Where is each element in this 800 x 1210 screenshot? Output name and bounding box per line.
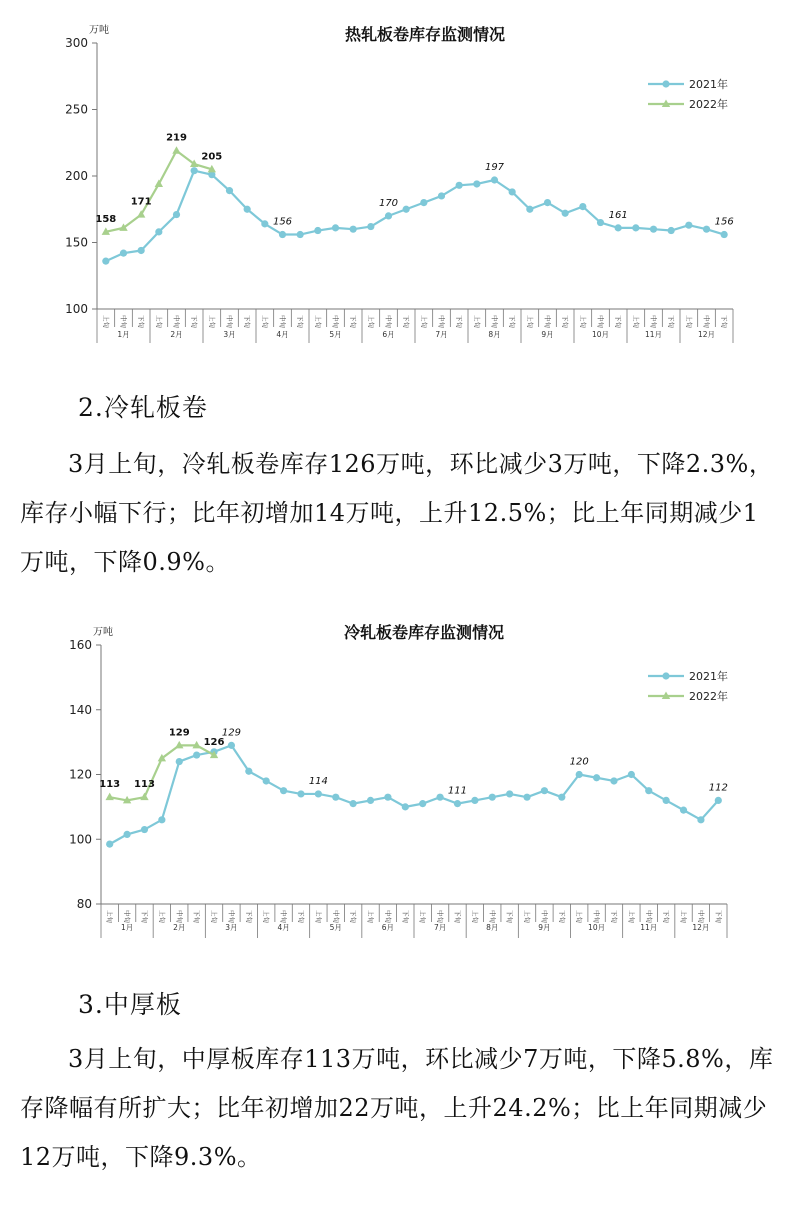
data-point-1 bbox=[509, 188, 516, 195]
month-label: 7月 bbox=[433, 923, 447, 932]
y-tick-label: 120 bbox=[69, 767, 92, 782]
data-point-1 bbox=[610, 777, 617, 784]
data-point-1 bbox=[615, 224, 622, 231]
x-tick-label: 上旬 bbox=[366, 910, 375, 923]
x-tick-label: 上旬 bbox=[207, 315, 216, 328]
data-point-1 bbox=[332, 794, 339, 801]
x-tick-label: 下旬 bbox=[137, 315, 146, 328]
month-label: 5月 bbox=[329, 330, 342, 339]
cold-rolled-inventory-chart bbox=[0, 612, 800, 942]
data-point-1 bbox=[280, 787, 287, 794]
month-label: 2月 bbox=[173, 923, 186, 932]
data-point-1 bbox=[367, 223, 374, 230]
data-point-1 bbox=[523, 794, 530, 801]
month-label: 4月 bbox=[277, 923, 290, 932]
data-point-1 bbox=[489, 794, 496, 801]
data-point-1 bbox=[456, 182, 463, 189]
x-tick-label: 中旬 bbox=[225, 315, 234, 328]
x-tick-label: 下旬 bbox=[561, 315, 570, 328]
x-tick-label: 中旬 bbox=[543, 315, 552, 328]
data-point-1 bbox=[123, 831, 130, 838]
month-label: 5月 bbox=[329, 923, 342, 932]
data-label: 111 bbox=[447, 785, 468, 797]
x-tick-label: 下旬 bbox=[296, 910, 305, 923]
data-point-1 bbox=[526, 206, 533, 213]
legend-label-2: 2022年 bbox=[689, 98, 728, 111]
x-tick-label: 上旬 bbox=[472, 315, 481, 328]
x-tick-label: 下旬 bbox=[401, 910, 410, 923]
data-point-1 bbox=[106, 841, 113, 848]
y-tick-label: 150 bbox=[65, 235, 88, 250]
y-tick-label: 250 bbox=[65, 102, 88, 117]
x-tick-label: 下旬 bbox=[190, 315, 199, 328]
data-point-1 bbox=[597, 219, 604, 226]
x-tick-label: 中旬 bbox=[644, 910, 653, 923]
x-tick-label: 上旬 bbox=[154, 315, 163, 328]
month-label: 1月 bbox=[120, 923, 134, 932]
month-label: 11月 bbox=[644, 330, 663, 339]
x-tick-label: 下旬 bbox=[720, 315, 729, 328]
y-tick-label: 300 bbox=[65, 36, 88, 50]
month-label: 8月 bbox=[488, 330, 501, 339]
x-tick-label: 下旬 bbox=[609, 910, 618, 923]
data-point-1 bbox=[506, 790, 513, 797]
x-tick-label: 上旬 bbox=[101, 315, 110, 328]
data-label: 156 bbox=[714, 216, 734, 228]
data-point-1 bbox=[454, 800, 461, 807]
data-label: 120 bbox=[569, 756, 589, 768]
data-point-1 bbox=[245, 768, 252, 775]
x-tick-label: 上旬 bbox=[470, 910, 479, 923]
x-tick-label: 下旬 bbox=[140, 910, 149, 923]
series-line-1 bbox=[110, 745, 719, 844]
data-point-1 bbox=[562, 210, 569, 217]
data-label: 171 bbox=[130, 196, 152, 208]
paragraph-medium-plate: 3月上旬，中厚板库存113万吨，环比减少7万吨，下降5.8%，库存降幅有所扩大；比年初增加22万吨，上升24.2%；比上年同期减少12万吨，下降9.3%。 bbox=[20, 1045, 774, 1171]
data-point-1 bbox=[261, 220, 268, 227]
x-tick-label: 中旬 bbox=[649, 315, 658, 328]
data-label: 129 bbox=[168, 727, 190, 739]
x-tick-label: 上旬 bbox=[627, 910, 636, 923]
data-point-1 bbox=[102, 258, 109, 265]
x-tick-label: 上旬 bbox=[105, 910, 114, 923]
x-tick-label: 中旬 bbox=[702, 315, 711, 328]
data-point-1 bbox=[350, 226, 357, 233]
data-label: 129 bbox=[221, 727, 241, 739]
x-tick-label: 上旬 bbox=[313, 315, 322, 328]
y-axis-unit: 万吨 bbox=[89, 25, 109, 36]
data-label: 170 bbox=[378, 197, 399, 209]
y-tick-label: 160 bbox=[69, 638, 92, 652]
month-label: 3月 bbox=[223, 330, 236, 339]
x-tick-label: 下旬 bbox=[453, 910, 462, 923]
month-label: 2月 bbox=[170, 330, 183, 339]
data-point-2 bbox=[140, 793, 148, 801]
paragraph-cold-rolled: 3月上旬，冷轧板卷库存126万吨，环比减少3万吨，下降2.3%，库存小幅下行；比年初增加14万吨，上升12.5%；比上年同期减少1万吨，下降0.9%。 bbox=[20, 450, 774, 576]
data-label: 112 bbox=[708, 782, 728, 794]
data-point-1 bbox=[632, 224, 639, 231]
x-tick-label: 下旬 bbox=[192, 910, 201, 923]
y-tick-label: 100 bbox=[65, 302, 88, 316]
data-point-1 bbox=[367, 797, 374, 804]
month-label: 6月 bbox=[382, 330, 395, 339]
data-point-1 bbox=[191, 167, 198, 174]
data-point-1 bbox=[668, 227, 675, 234]
month-label: 1月 bbox=[117, 330, 130, 339]
x-tick-label: 上旬 bbox=[260, 315, 269, 328]
data-point-1 bbox=[141, 826, 148, 833]
legend-label-1: 2021年 bbox=[689, 78, 728, 91]
data-point-1 bbox=[173, 211, 180, 218]
x-tick-label: 中旬 bbox=[172, 315, 181, 328]
x-tick-label: 下旬 bbox=[349, 315, 358, 328]
x-tick-label: 下旬 bbox=[349, 910, 358, 923]
x-tick-label: 中旬 bbox=[331, 910, 340, 923]
data-point-1 bbox=[193, 751, 200, 758]
legend-marker-1 bbox=[662, 80, 669, 87]
data-point-1 bbox=[244, 206, 251, 213]
x-tick-label: 中旬 bbox=[596, 315, 605, 328]
x-tick-label: 中旬 bbox=[436, 910, 445, 923]
x-tick-label: 中旬 bbox=[278, 315, 287, 328]
x-tick-label: 中旬 bbox=[175, 910, 184, 923]
data-point-1 bbox=[473, 180, 480, 187]
data-point-1 bbox=[593, 774, 600, 781]
month-label: 6月 bbox=[381, 923, 395, 932]
data-point-1 bbox=[402, 803, 409, 810]
legend-marker-1 bbox=[662, 672, 669, 679]
data-point-1 bbox=[297, 231, 304, 238]
data-point-1 bbox=[263, 777, 270, 784]
x-tick-label: 上旬 bbox=[418, 910, 427, 923]
x-tick-label: 下旬 bbox=[714, 910, 723, 923]
x-tick-label: 上旬 bbox=[314, 910, 323, 923]
x-tick-label: 中旬 bbox=[384, 315, 393, 328]
data-point-1 bbox=[697, 816, 704, 823]
data-point-1 bbox=[579, 203, 586, 210]
data-label: 114 bbox=[308, 775, 328, 787]
legend-label-1: 2021年 bbox=[689, 670, 728, 683]
data-label: 113 bbox=[134, 779, 155, 791]
x-tick-label: 下旬 bbox=[557, 910, 566, 923]
data-label: 219 bbox=[166, 132, 187, 144]
series-line-1 bbox=[106, 171, 724, 261]
x-tick-label: 中旬 bbox=[279, 910, 288, 923]
y-tick-label: 100 bbox=[69, 832, 92, 847]
data-point-1 bbox=[315, 790, 322, 797]
data-label: 156 bbox=[272, 216, 293, 228]
data-point-1 bbox=[226, 187, 233, 194]
x-tick-label: 下旬 bbox=[243, 315, 252, 328]
x-tick-label: 中旬 bbox=[331, 315, 340, 328]
x-tick-label: 上旬 bbox=[679, 910, 688, 923]
data-point-1 bbox=[419, 800, 426, 807]
data-point-1 bbox=[314, 227, 321, 234]
y-axis-unit: 万吨 bbox=[93, 627, 113, 638]
x-tick-label: 中旬 bbox=[696, 910, 705, 923]
data-point-1 bbox=[403, 206, 410, 213]
month-label: 10月 bbox=[591, 330, 610, 339]
data-point-1 bbox=[541, 787, 548, 794]
data-point-1 bbox=[576, 771, 583, 778]
x-tick-label: 中旬 bbox=[383, 910, 392, 923]
month-label: 4月 bbox=[276, 330, 289, 339]
legend-label-2: 2022年 bbox=[689, 690, 728, 703]
month-label: 9月 bbox=[538, 923, 551, 932]
x-tick-label: 中旬 bbox=[119, 315, 128, 328]
x-tick-label: 中旬 bbox=[123, 910, 132, 923]
x-tick-label: 上旬 bbox=[210, 910, 219, 923]
x-tick-label: 上旬 bbox=[525, 315, 534, 328]
x-tick-label: 上旬 bbox=[157, 910, 166, 923]
chart-title: 冷轧板卷库存监测情况 bbox=[343, 623, 505, 642]
month-label: 12月 bbox=[697, 330, 716, 339]
x-tick-label: 上旬 bbox=[578, 315, 587, 328]
x-tick-label: 下旬 bbox=[505, 910, 514, 923]
data-point-1 bbox=[436, 794, 443, 801]
data-point-1 bbox=[438, 192, 445, 199]
chart-title: 热轧板卷库存监测情况 bbox=[344, 25, 506, 44]
x-tick-label: 上旬 bbox=[366, 315, 375, 328]
data-point-1 bbox=[650, 226, 657, 233]
x-tick-label: 上旬 bbox=[575, 910, 584, 923]
x-tick-label: 中旬 bbox=[488, 910, 497, 923]
data-point-1 bbox=[685, 222, 692, 229]
data-point-1 bbox=[663, 797, 670, 804]
data-point-1 bbox=[420, 199, 427, 206]
data-label: 161 bbox=[608, 209, 628, 221]
data-label: 113 bbox=[99, 779, 121, 791]
month-label: 11月 bbox=[640, 923, 658, 932]
data-point-2 bbox=[105, 793, 113, 801]
data-point-1 bbox=[384, 794, 391, 801]
data-point-1 bbox=[703, 226, 710, 233]
y-tick-label: 200 bbox=[65, 169, 88, 183]
data-point-1 bbox=[155, 228, 162, 235]
data-point-1 bbox=[385, 212, 392, 219]
data-point-1 bbox=[558, 794, 565, 801]
data-point-1 bbox=[645, 787, 652, 794]
section-title-cold-rolled: 2.冷轧板卷 bbox=[78, 393, 208, 422]
data-point-1 bbox=[350, 800, 357, 807]
x-tick-label: 下旬 bbox=[614, 315, 623, 328]
data-label: 205 bbox=[201, 151, 223, 163]
x-tick-label: 中旬 bbox=[227, 910, 236, 923]
month-label: 8月 bbox=[486, 923, 499, 932]
data-point-1 bbox=[279, 231, 286, 238]
y-tick-label: 140 bbox=[69, 702, 92, 717]
data-point-1 bbox=[332, 224, 339, 231]
x-tick-label: 下旬 bbox=[662, 910, 671, 923]
x-tick-label: 中旬 bbox=[592, 910, 601, 923]
data-point-1 bbox=[138, 247, 145, 254]
data-point-1 bbox=[176, 758, 183, 765]
x-tick-label: 上旬 bbox=[523, 910, 532, 923]
data-label: 197 bbox=[484, 161, 505, 173]
section-title-medium-plate: 3.中厚板 bbox=[78, 990, 182, 1019]
x-tick-label: 下旬 bbox=[455, 315, 464, 328]
data-point-2 bbox=[172, 146, 180, 154]
month-label: 12月 bbox=[692, 923, 710, 932]
month-label: 9月 bbox=[541, 330, 554, 339]
x-tick-label: 中旬 bbox=[490, 315, 499, 328]
data-point-1 bbox=[120, 250, 127, 257]
x-tick-label: 中旬 bbox=[540, 910, 549, 923]
data-point-1 bbox=[158, 816, 165, 823]
x-tick-label: 上旬 bbox=[684, 315, 693, 328]
month-label: 10月 bbox=[588, 923, 606, 932]
data-point-1 bbox=[721, 231, 728, 238]
data-label: 158 bbox=[95, 213, 117, 225]
x-tick-label: 上旬 bbox=[419, 315, 428, 328]
data-point-1 bbox=[628, 771, 635, 778]
data-point-1 bbox=[680, 807, 687, 814]
data-point-1 bbox=[544, 199, 551, 206]
x-tick-label: 下旬 bbox=[508, 315, 517, 329]
data-point-1 bbox=[715, 797, 722, 804]
x-tick-label: 下旬 bbox=[402, 315, 411, 328]
data-label: 126 bbox=[203, 737, 225, 749]
data-point-1 bbox=[491, 176, 498, 183]
x-tick-label: 下旬 bbox=[296, 315, 305, 328]
x-tick-label: 中旬 bbox=[437, 315, 446, 328]
y-tick-label: 80 bbox=[76, 897, 92, 911]
x-tick-label: 下旬 bbox=[244, 910, 253, 923]
x-tick-label: 下旬 bbox=[667, 315, 676, 328]
month-label: 7月 bbox=[435, 330, 448, 339]
x-tick-label: 上旬 bbox=[631, 315, 640, 328]
hot-rolled-inventory-chart bbox=[0, 0, 800, 352]
data-point-1 bbox=[228, 742, 235, 749]
month-label: 3月 bbox=[225, 923, 238, 932]
data-point-1 bbox=[297, 790, 304, 797]
x-tick-label: 上旬 bbox=[262, 910, 271, 923]
data-point-1 bbox=[471, 797, 478, 804]
